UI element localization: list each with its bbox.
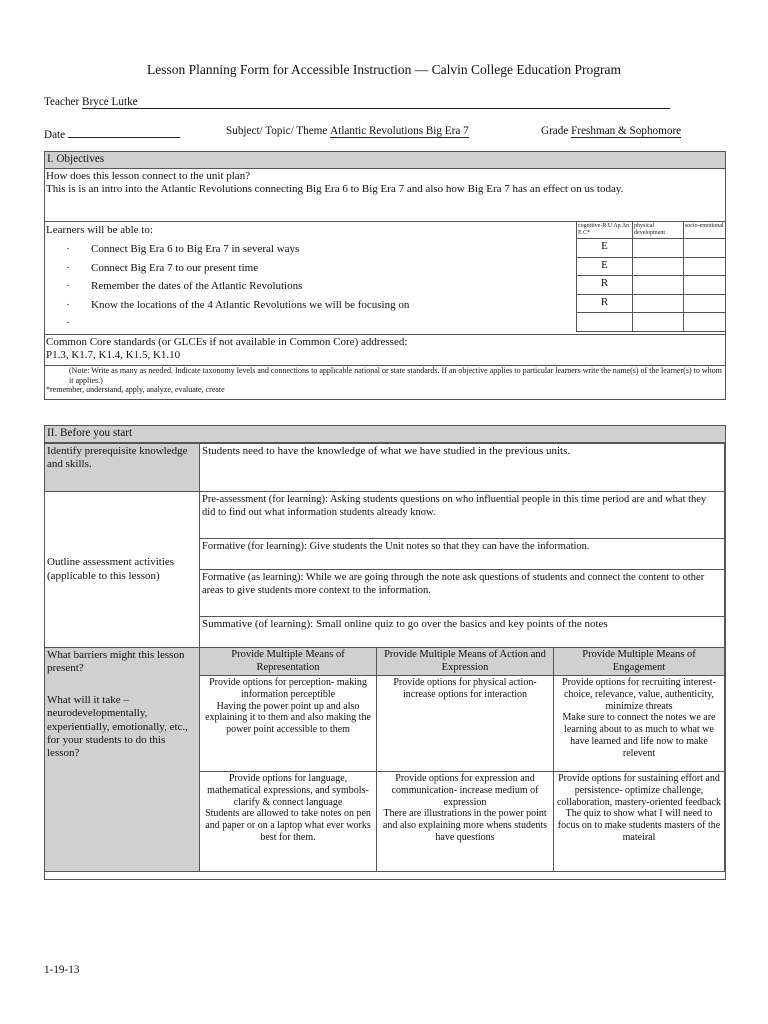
formative-for-learning: Formative (for learning): Give students the Unit notes so that they can have the information. (200, 539, 725, 570)
col-socio: socio-emotional (683, 222, 726, 239)
socio-level[interactable] (683, 276, 726, 295)
objective-text: Connect Big Era 6 to Big Era 7 in several ways (91, 243, 300, 255)
prereq-value: Students need to have the knowledge of what we have studied in the previous units. (200, 444, 725, 492)
udl-engagement-2: Provide options for sustaining effort and persistence- optimize challenge, collaboration, mastery-oriented feedback The quiz to show what I will need to focus on to make students masters of the mateiral (554, 772, 725, 872)
unit-connection-answer: This is is an intro into the Atlantic Revolutions connecting Big Era 6 to Big Era 7 and also how Big Era 7 has an effect on us today. (46, 183, 624, 196)
physical-level[interactable] (633, 239, 683, 258)
udl-engagement-1: Provide options for recruiting interest- choice, relevance, value, authenticity, minimize threats Make sure to connect the notes we are learning about to as much to what we have learned and life now to make relevent (554, 676, 725, 772)
bullet-icon: · (66, 280, 70, 292)
physical-level[interactable] (633, 276, 683, 295)
teacher-field[interactable] (82, 96, 670, 109)
learners-label: Learners will be able to: (46, 224, 153, 236)
teacher-row (44, 96, 670, 109)
objective-item (45, 259, 575, 278)
socio-level[interactable] (683, 239, 726, 258)
before-table (44, 443, 725, 872)
objectives-heading: I. Objectives (45, 152, 725, 169)
taxonomy-footnote: *remember, understand, apply, analyze, evaluate, create (46, 385, 225, 394)
subject-value: Atlantic Revolutions Big Era 7 (330, 125, 469, 137)
subject-row (226, 125, 469, 138)
date-row (44, 125, 180, 141)
cognitive-level[interactable]: E (577, 239, 633, 258)
barriers-label: What barriers might this lesson present? (47, 649, 185, 675)
before-section (44, 425, 726, 880)
unit-connection (45, 169, 725, 222)
objective-items (45, 240, 575, 333)
socio-level[interactable] (683, 313, 726, 332)
objective-text: Remember the dates of the Atlantic Revolutions (91, 280, 303, 292)
physical-level[interactable] (633, 313, 683, 332)
grade-row (541, 125, 681, 138)
bullet-icon: · (66, 261, 70, 274)
barriers-cell (45, 648, 200, 872)
prereq-label: Identify prerequisite knowledge and skills. (45, 444, 200, 492)
objective-item (45, 314, 575, 333)
cognitive-level[interactable]: E (577, 257, 633, 276)
bullet-icon: · (66, 298, 70, 311)
common-core (45, 335, 725, 365)
teacher-value: Bryce Lutke (82, 96, 138, 108)
objective-text: Connect Big Era 7 to our present time (91, 261, 259, 274)
objective-levels-table (576, 221, 726, 332)
cognitive-level[interactable] (577, 313, 633, 332)
socio-level[interactable] (683, 257, 726, 276)
form-title: Lesson Planning Form for Accessible Instruction — Calvin College Education Program (147, 62, 621, 77)
what-take-label: What will it take – neurodevelopmentally, experientially, emotionally, etc., for your students to do this lesson? (47, 693, 188, 760)
bullet-icon: · (66, 317, 70, 329)
bullet-icon: · (66, 243, 70, 255)
date-field[interactable] (68, 125, 180, 138)
objectives-note: (Note: Write as many as needed. Indicate taxonomy levels and connections to applicable national or state standards. If an objective applies to particular learners write the name(s) of the learner(s) to whom it applies.) (45, 365, 725, 385)
physical-level[interactable] (633, 294, 683, 313)
grade-label: Grade (541, 125, 569, 137)
before-heading: II. Before you start (45, 426, 725, 443)
summative: Summative (of learning): Small online quiz to go over the basics and key points of the notes (200, 617, 725, 648)
cognitive-level[interactable]: R (577, 294, 633, 313)
udl-header-action-expression: Provide Multiple Means of Action and Expression (377, 648, 554, 676)
pre-assessment: Pre-assessment (for learning): Asking students questions on who influential people in this time period are and what they did to find out what information students already know. (200, 492, 725, 539)
udl-action-1: Provide options for physical action- increase options for interaction (377, 676, 554, 772)
unit-connection-question: How does this lesson connect to the unit plan? (46, 170, 251, 182)
col-physical: physical development (633, 222, 683, 239)
cognitive-level[interactable]: R (577, 276, 633, 295)
subject-field[interactable] (330, 125, 469, 138)
objective-item (45, 277, 575, 296)
grade-field[interactable] (571, 125, 681, 138)
date-label: Date (44, 129, 66, 141)
assessment-label: Outline assessment activities (applicable to this lesson) (45, 492, 200, 648)
common-core-value: P1.3, K1.7, K1.4, K1.5, K1.10 (46, 349, 181, 362)
objective-item (45, 240, 575, 259)
objective-text: Know the locations of the 4 Atlantic Revolutions we will be focusing on (91, 298, 410, 311)
udl-representation-2: Provide options for language, mathematical expressions, and symbols- clarify & connect language Students are allowed to take notes on pen and paper or on a laptop what ever works best for them. (200, 772, 377, 872)
udl-header-engagement: Provide Multiple Means of Engagement (554, 648, 725, 676)
udl-header-representation: Provide Multiple Means of Representation (200, 648, 377, 676)
objectives-list (45, 222, 725, 335)
grade-value: Freshman & Sophomore (571, 125, 682, 137)
footer-date-code: 1-19-13 (44, 964, 80, 976)
socio-level[interactable] (683, 294, 726, 313)
udl-representation-1: Provide options for perception- making information perceptible Having the power point up and also explaining it to them and also making the power point accessible to them (200, 676, 377, 772)
objective-item (45, 296, 575, 315)
formative-as-learning: Formative (as learning): While we are going through the note ask questions of students and connect the content to other areas to give students more context to the information. (200, 570, 725, 617)
objectives-section (44, 151, 726, 400)
udl-action-2: Provide options for expression and communication- increase medium of expression There are illustrations in the power point and also explaining more whens students have questions (377, 772, 554, 872)
teacher-label: Teacher (44, 96, 80, 108)
physical-level[interactable] (633, 257, 683, 276)
col-cognitive: cognitive-R U Ap An E C* (577, 222, 633, 239)
subject-label: Subject/ Topic/ Theme (226, 125, 328, 137)
common-core-label: Common Core standards (or GLCEs if not available in Common Core) addressed: (46, 336, 408, 348)
